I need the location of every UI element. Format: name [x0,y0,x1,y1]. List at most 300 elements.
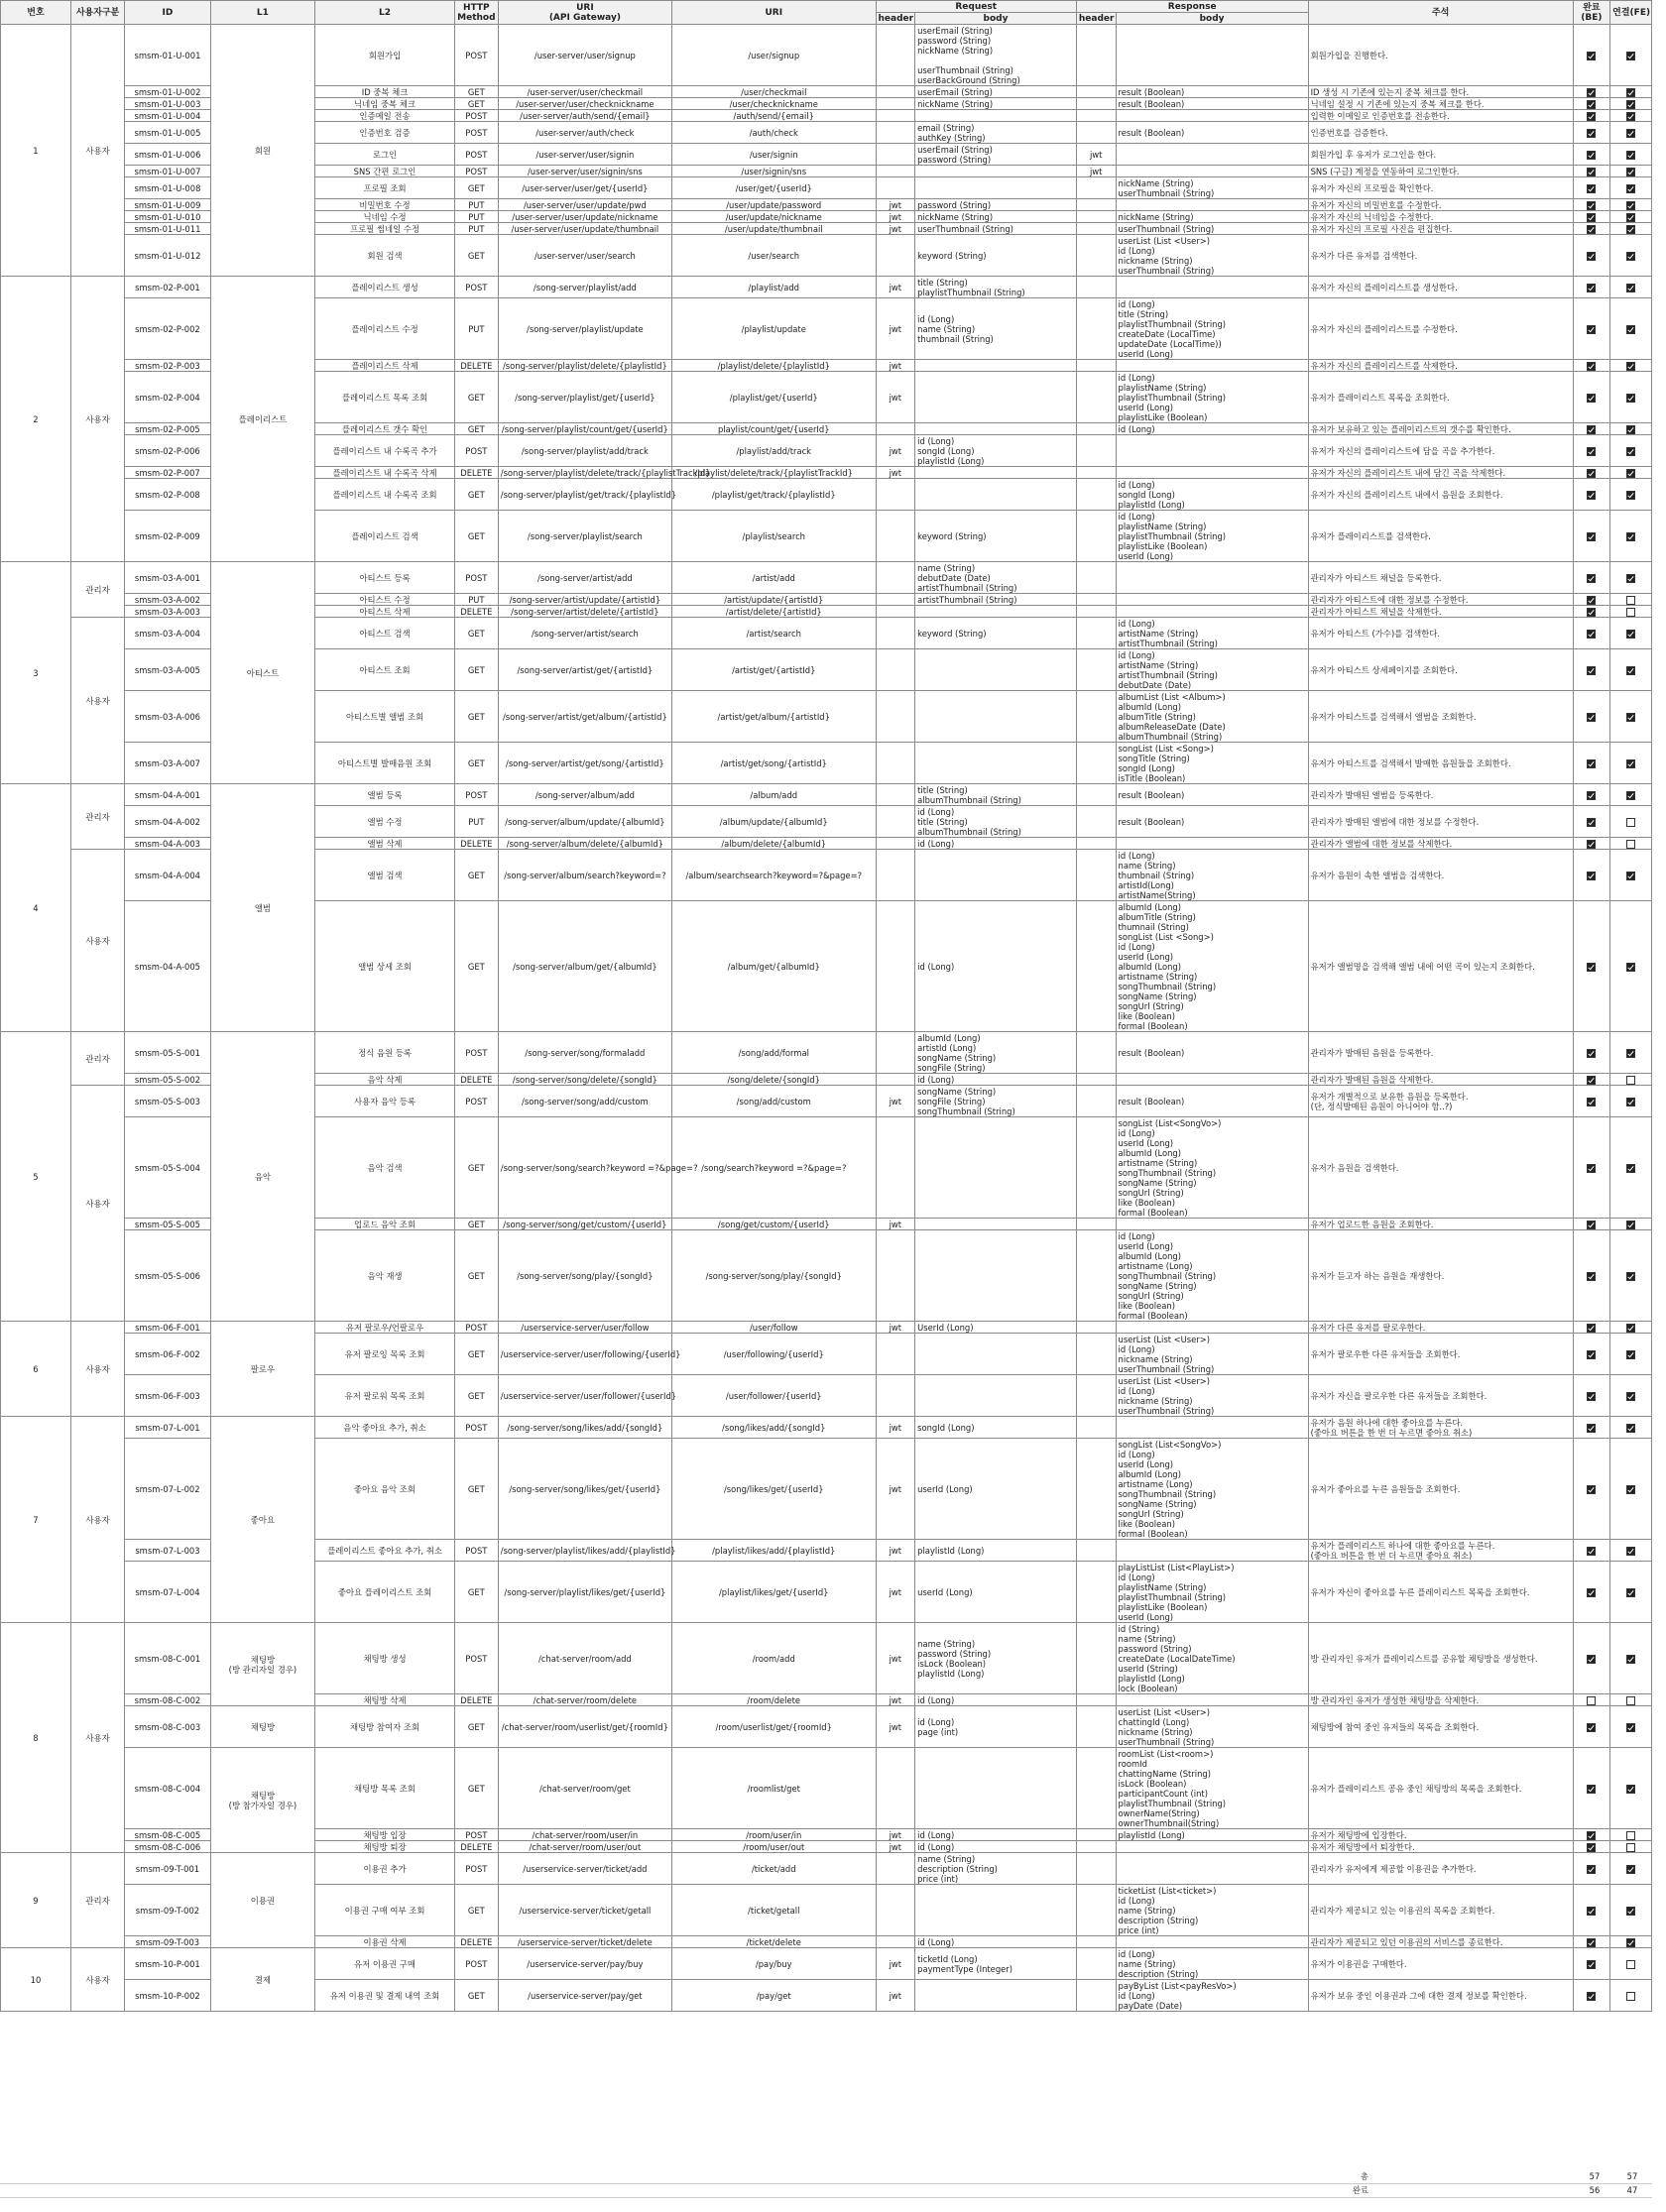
done-be-checkbox[interactable] [1587,1831,1596,1840]
done-be-checkbox[interactable] [1587,1907,1596,1916]
done-be-checkbox[interactable] [1587,608,1596,617]
done-be-checkbox[interactable] [1587,284,1596,292]
request-body [915,166,1077,177]
feature-l2: 유저 이용권 구매 [315,1948,455,1980]
response-header [1076,1829,1116,1841]
request-body [915,479,1077,511]
done-be-checkbox[interactable] [1587,1723,1596,1732]
done-be-checkbox-cell [1573,1706,1610,1748]
request-header [876,122,915,144]
uri-path: /ticket/delete [672,1936,877,1948]
done-be-checkbox[interactable] [1587,1076,1596,1085]
request-header [876,479,915,511]
link-fe-checkbox[interactable] [1626,491,1635,500]
done-be-checkbox-cell [1573,1230,1610,1322]
done-be-checkbox[interactable] [1587,713,1596,722]
response-body: result (Boolean) [1116,806,1308,838]
response-body: id (Long) artistName (String) artistThumbnail (String) [1116,618,1308,649]
link-fe-checkbox[interactable] [1626,1547,1635,1556]
done-be-checkbox[interactable] [1587,1324,1596,1333]
link-fe-checkbox[interactable] [1626,963,1635,972]
request-header [876,1074,915,1086]
link-fe-checkbox[interactable] [1626,1392,1635,1401]
api-id: smsm-02-P-009 [125,511,211,562]
link-fe-checkbox[interactable] [1626,184,1635,193]
link-fe-checkbox[interactable] [1626,1938,1635,1947]
link-fe-checkbox[interactable] [1626,759,1635,768]
request-header: jwt [876,1623,915,1694]
uri-path: /user/update/nickname [672,211,877,223]
request-body: password (String) [915,199,1077,211]
feature-l2: 플레이리스트 내 수록곡 삭제 [315,467,455,479]
link-fe-checkbox-cell [1610,1219,1652,1230]
done-be-checkbox[interactable] [1587,447,1596,456]
done-be-checkbox[interactable] [1587,129,1596,138]
link-fe-checkbox[interactable] [1626,100,1635,109]
done-be-checkbox[interactable] [1587,1485,1596,1494]
done-be-checkbox[interactable] [1587,394,1596,403]
done-be-checkbox[interactable] [1587,168,1596,176]
uri-path: /artist/add [672,562,877,594]
feature-l2: 이용권 구매 여부 조회 [315,1885,455,1936]
link-fe-checkbox[interactable] [1626,1831,1635,1840]
link-fe-checkbox[interactable] [1626,1907,1635,1916]
done-be-checkbox[interactable] [1587,1938,1596,1947]
row-number: 4 [1,784,71,1032]
link-fe-checkbox[interactable] [1626,630,1635,639]
link-fe-checkbox-cell [1610,594,1652,606]
done-be-checkbox[interactable] [1587,112,1596,121]
response-body [1116,360,1308,372]
request-body: id (Long) [915,1694,1077,1706]
link-fe-checkbox[interactable] [1626,1324,1635,1333]
done-be-checkbox[interactable] [1587,1865,1596,1874]
request-header: jwt [876,223,915,235]
link-fe-checkbox[interactable] [1626,1723,1635,1732]
uri-path: /user/update/password [672,199,877,211]
feature-l2: 인증번호 검증 [315,122,455,144]
link-fe-checkbox[interactable] [1626,1164,1635,1173]
done-be-checkbox[interactable] [1587,840,1596,849]
request-body: userEmail (String) password (String) [915,144,1077,166]
api-id: smsm-01-U-001 [125,25,211,86]
done-be-checkbox[interactable] [1587,596,1596,605]
uri-gateway: /song-server/song/likes/get/{userId} [498,1439,671,1540]
done-be-checkbox-cell [1573,1936,1610,1948]
done-be-checkbox[interactable] [1587,52,1596,60]
request-header [876,86,915,98]
uri-path: /artist/get/song/{artistId} [672,743,877,784]
row-number: 6 [1,1322,71,1417]
request-body: email (String) authKey (String) [915,122,1077,144]
note-text: 유저가 자신의 닉네임을 수정한다. [1308,211,1573,223]
uri-path: /album/update/{albumId} [672,806,877,838]
request-body [915,1219,1077,1230]
request-body: title (String) playlistThumbnail (String) [915,277,1077,298]
response-body [1116,435,1308,467]
request-header [876,235,915,277]
note-text: 닉네임 설정 시 기존에 있는지 중복 체크를 한다. [1308,98,1573,110]
link-fe-checkbox-cell [1610,511,1652,562]
uri-path: /playlist/likes/get/{userId} [672,1562,877,1623]
table-row [1,1948,1652,1980]
done-be-checkbox[interactable] [1587,100,1596,109]
done-be-checkbox[interactable] [1587,666,1596,675]
note-text: 유저가 개별적으로 보유한 음원을 등록한다. (단, 정식발매된 음원이 아니어야 함..?) [1308,1086,1573,1117]
link-fe-checkbox[interactable] [1626,574,1635,583]
note-text: 유저가 자신의 플레이리스트에 담을 곡을 추가한다. [1308,435,1573,467]
http-method: GET [454,618,498,649]
uri-gateway: /user-server/auth/check [498,122,671,144]
done-be-checkbox-cell [1573,1086,1610,1117]
link-fe-checkbox[interactable] [1626,425,1635,434]
request-header [876,511,915,562]
header-id: ID [125,1,211,25]
done-be-checkbox[interactable] [1587,1164,1596,1173]
link-fe-checkbox-cell [1610,144,1652,166]
request-body: albumId (Long) artistId (Long) songName (String) songFile (String) [915,1032,1077,1074]
api-id: smsm-04-A-001 [125,784,211,806]
http-method: PUT [454,199,498,211]
link-fe-checkbox[interactable] [1626,168,1635,176]
link-fe-checkbox[interactable] [1626,532,1635,541]
feature-l2: 채팅방 삭제 [315,1694,455,1706]
link-fe-checkbox-cell [1610,298,1652,360]
link-fe-checkbox[interactable] [1626,1485,1635,1494]
done-be-checkbox[interactable] [1587,1221,1596,1229]
note-text: 유저가 채팅방에 입장한다. [1308,1829,1573,1841]
uri-path: /artist/update/{artistId} [672,594,877,606]
http-method: POST [454,144,498,166]
response-header [1076,423,1116,435]
api-id: smsm-08-C-004 [125,1748,211,1829]
link-fe-checkbox[interactable] [1626,201,1635,210]
request-header: jwt [876,1540,915,1562]
uri-gateway: /userservice-server/ticket/add [498,1853,671,1885]
done-be-checkbox[interactable] [1587,362,1596,371]
uri-path: /user/get/{userId} [672,177,877,199]
feature-l2: 채팅방 생성 [315,1623,455,1694]
category-l1: 채팅방 (방 참가자일 경우) [210,1748,314,1853]
user-type: 사용자 [70,1623,124,1853]
done-be-checkbox-cell [1573,1980,1610,2012]
link-fe-checkbox[interactable] [1626,713,1635,722]
uri-path: /playlist/search [672,511,877,562]
uri-path: /user/follow [672,1322,877,1334]
category-l1: 음악 [210,1032,314,1322]
link-fe-checkbox[interactable] [1626,469,1635,478]
link-fe-checkbox[interactable] [1626,52,1635,60]
api-id: smsm-04-A-002 [125,806,211,838]
request-body: id (Long) title (String) albumThumbnail (String) [915,806,1077,838]
request-body: id (Long) [915,838,1077,850]
api-id: smsm-01-U-008 [125,177,211,199]
done-be-checkbox[interactable] [1587,201,1596,210]
uri-path: /artist/get/album/{artistId} [672,691,877,743]
feature-l2: 좋아요 음악 조회 [315,1439,455,1540]
http-method: GET [454,372,498,423]
http-method: POST [454,562,498,594]
link-fe-checkbox[interactable] [1626,1960,1635,1969]
done-be-checkbox[interactable] [1587,1960,1596,1969]
link-fe-checkbox-cell [1610,86,1652,98]
response-body: result (Boolean) [1116,86,1308,98]
link-fe-checkbox[interactable] [1626,88,1635,97]
api-id: smsm-08-C-003 [125,1706,211,1748]
request-body [915,1117,1077,1219]
uri-gateway: /song-server/playlist/likes/get/{userId} [498,1562,671,1623]
link-fe-checkbox[interactable] [1626,151,1635,160]
response-body: id (Long) songId (Long) playlistId (Long) [1116,479,1308,511]
feature-l2: 유저 팔로잉 목록 조회 [315,1334,455,1375]
request-header: jwt [876,1417,915,1439]
done-be-checkbox[interactable] [1587,872,1596,880]
link-fe-checkbox[interactable] [1626,1076,1635,1085]
link-fe-checkbox[interactable] [1626,1098,1635,1106]
done-be-checkbox[interactable] [1587,252,1596,261]
done-be-checkbox[interactable] [1587,1785,1596,1794]
response-header [1076,1980,1116,2012]
request-header [876,25,915,86]
link-fe-checkbox[interactable] [1626,1588,1635,1597]
note-text: 유저가 자신의 플레이리스트 내에서 음원을 조회한다. [1308,479,1573,511]
link-fe-checkbox[interactable] [1626,394,1635,403]
uri-gateway: /user-server/user/update/nickname [498,211,671,223]
done-be-checkbox[interactable] [1587,1843,1596,1852]
uri-gateway: /song-server/artist/get/song/{artistId} [498,743,671,784]
uri-path: /user/search [672,235,877,277]
uri-gateway: /user-server/user/update/pwd [498,199,671,211]
done-be-checkbox[interactable] [1587,325,1596,334]
http-method: DELETE [454,606,498,618]
uri-path: /playlist/add/track [672,435,877,467]
link-fe-checkbox[interactable] [1626,1843,1635,1852]
link-fe-checkbox[interactable] [1626,447,1635,456]
done-be-checkbox[interactable] [1587,1272,1596,1281]
done-be-checkbox[interactable] [1587,1424,1596,1433]
api-id: smsm-07-L-001 [125,1417,211,1439]
done-be-checkbox-cell [1573,1375,1610,1417]
request-body [915,177,1077,199]
link-fe-checkbox[interactable] [1626,1992,1635,2001]
http-method: POST [454,1623,498,1694]
feature-l2: 플레이리스트 검색 [315,511,455,562]
response-header [1076,25,1116,86]
done-be-checkbox[interactable] [1587,574,1596,583]
response-body: id (Long) name (String) thumbnail (String) artistId(Long) artistName(String) [1116,850,1308,901]
link-fe-checkbox-cell [1610,743,1652,784]
link-fe-checkbox[interactable] [1626,1350,1635,1359]
api-id: smsm-06-F-001 [125,1322,211,1334]
request-body: userId (Long) [915,1562,1077,1623]
response-header [1076,479,1116,511]
request-body: id (Long) [915,1841,1077,1853]
http-method: DELETE [454,1694,498,1706]
link-fe-checkbox[interactable] [1626,112,1635,121]
http-method: GET [454,1706,498,1748]
done-be-checkbox[interactable] [1587,425,1596,434]
http-method: POST [454,122,498,144]
response-body: roomList (List<room>) roomId chattingName (String) isLock (Boolean) participantCount (int) playlistThumbnail (String) ownerName(String) ownerThumbnail(String) [1116,1748,1308,1829]
done-be-checkbox[interactable] [1587,1098,1596,1106]
api-id: smsm-02-P-004 [125,372,211,423]
header-done-be: 완료 (BE) [1573,1,1610,25]
response-body [1116,1417,1308,1439]
uri-path: /playlist/delete/track/{playlistTrackId} [672,467,877,479]
link-fe-checkbox[interactable] [1626,1696,1635,1705]
request-body: UserId (Long) [915,1322,1077,1334]
http-method: DELETE [454,1841,498,1853]
request-header: jwt [876,1948,915,1980]
done-be-checkbox[interactable] [1587,1655,1596,1664]
done-be-checkbox-cell [1573,511,1610,562]
response-body [1116,1219,1308,1230]
feature-l2: 플레이리스트 내 수록곡 추가 [315,435,455,467]
response-header [1076,1322,1116,1334]
link-fe-checkbox-cell [1610,784,1652,806]
response-header [1076,223,1116,235]
done-be-checkbox[interactable] [1587,1588,1596,1597]
feature-l2: SNS 간편 로그인 [315,166,455,177]
link-fe-checkbox[interactable] [1626,666,1635,675]
note-text: 유저가 플레이리스트를 검색한다. [1308,511,1573,562]
link-fe-checkbox[interactable] [1626,608,1635,617]
link-fe-checkbox[interactable] [1626,325,1635,334]
api-id: smsm-06-F-002 [125,1334,211,1375]
response-header [1076,298,1116,360]
link-fe-checkbox[interactable] [1626,596,1635,605]
done-be-checkbox[interactable] [1587,491,1596,500]
uri-gateway: /chat-server/room/userlist/get/{roomId} [498,1706,671,1748]
response-body: id (Long) artistName (String) artistThumbnail (String) debutDate (Date) [1116,649,1308,691]
response-body: playlistId (Long) [1116,1829,1308,1841]
request-body: id (Long) [915,901,1077,1032]
done-be-checkbox-cell [1573,235,1610,277]
done-be-checkbox[interactable] [1587,791,1596,800]
link-fe-checkbox[interactable] [1626,129,1635,138]
summary-done-label: 완료 [0,2183,1577,2197]
note-text: 유저가 자신의 프로필을 확인한다. [1308,177,1573,199]
response-header [1076,606,1116,618]
link-fe-checkbox[interactable] [1626,1221,1635,1229]
row-number: 9 [1,1853,71,1948]
done-be-checkbox[interactable] [1587,1392,1596,1401]
done-be-checkbox[interactable] [1587,184,1596,193]
link-fe-checkbox[interactable] [1626,225,1635,234]
link-fe-checkbox-cell [1610,479,1652,511]
note-text: 관리자가 제공되고 있던 이용권의 서비스를 종료한다. [1308,1936,1573,1948]
done-be-checkbox-cell [1573,360,1610,372]
done-be-checkbox-cell [1573,594,1610,606]
link-fe-checkbox[interactable] [1626,840,1635,849]
response-body: nickName (String) userThumbnail (String) [1116,177,1308,199]
response-header [1076,1230,1116,1322]
response-header [1076,1086,1116,1117]
note-text: 유저가 다른 유저를 팔로우한다. [1308,1322,1573,1334]
link-fe-checkbox[interactable] [1626,1785,1635,1794]
request-header: jwt [876,1086,915,1117]
response-body: songList (List<SongVo>) id (Long) userId (Long) albumId (Long) artistname (Long) songThumbnail (String) songName (String) songUrl (String) like (Boolean) formal (Boolean) [1116,1439,1308,1540]
link-fe-checkbox[interactable] [1626,791,1635,800]
link-fe-checkbox[interactable] [1626,1865,1635,1874]
done-be-checkbox[interactable] [1587,1696,1596,1705]
done-be-checkbox-cell [1573,1885,1610,1936]
category-l1: 플레이리스트 [210,277,314,562]
done-be-checkbox[interactable] [1587,151,1596,160]
link-fe-checkbox-cell [1610,235,1652,277]
note-text: 방 관리자인 유저가 플레이리스트를 공유할 채팅방을 생성한다. [1308,1623,1573,1694]
feature-l2: 앨범 검색 [315,850,455,901]
done-be-checkbox[interactable] [1587,963,1596,972]
done-be-checkbox-cell [1573,122,1610,144]
done-be-checkbox[interactable] [1587,469,1596,478]
link-fe-checkbox-cell [1610,901,1652,1032]
request-body: playlistId (Long) [915,1540,1077,1562]
link-fe-checkbox-cell [1610,1417,1652,1439]
uri-gateway: /userservice-server/ticket/getall [498,1885,671,1936]
uri-gateway: /userservice-server/user/follow [498,1322,671,1334]
done-be-checkbox[interactable] [1587,630,1596,639]
link-fe-checkbox[interactable] [1626,1424,1635,1433]
link-fe-checkbox[interactable] [1626,1655,1635,1664]
feature-l2: 아티스트 검색 [315,618,455,649]
response-header [1076,372,1116,423]
done-be-checkbox[interactable] [1587,225,1596,234]
request-body: keyword (String) [915,618,1077,649]
uri-path: /user/follower/{userId} [672,1375,877,1417]
done-be-checkbox[interactable] [1587,88,1596,97]
done-be-checkbox-cell [1573,649,1610,691]
link-fe-checkbox[interactable] [1626,872,1635,880]
link-fe-checkbox[interactable] [1626,284,1635,292]
note-text: 유저가 다른 유저를 검색한다. [1308,235,1573,277]
header-request: Request [876,1,1076,13]
link-fe-checkbox-cell [1610,1694,1652,1706]
uri-gateway: /chat-server/room/delete [498,1694,671,1706]
response-header [1076,1334,1116,1375]
done-be-checkbox[interactable] [1587,759,1596,768]
link-fe-checkbox[interactable] [1626,362,1635,371]
link-fe-checkbox[interactable] [1626,213,1635,222]
done-be-checkbox[interactable] [1587,532,1596,541]
http-method: POST [454,1032,498,1074]
api-id: smsm-01-U-006 [125,144,211,166]
api-id: smsm-03-A-002 [125,594,211,606]
done-be-checkbox[interactable] [1587,1049,1596,1058]
link-fe-checkbox-cell [1610,1439,1652,1540]
response-body [1116,110,1308,122]
done-be-checkbox[interactable] [1587,1992,1596,2001]
request-header: jwt [876,1219,915,1230]
done-be-checkbox[interactable] [1587,1547,1596,1556]
request-header [876,1748,915,1829]
uri-path: /song/likes/get/{userId} [672,1439,877,1540]
uri-path: /playlist/delete/{playlistId} [672,360,877,372]
link-fe-checkbox[interactable] [1626,252,1635,261]
request-body [915,743,1077,784]
uri-gateway: /userservice-server/user/follower/{userId} [498,1375,671,1417]
link-fe-checkbox[interactable] [1626,818,1635,827]
response-header [1076,901,1116,1032]
done-be-checkbox[interactable] [1587,1350,1596,1359]
http-method: POST [454,784,498,806]
done-be-checkbox[interactable] [1587,213,1596,222]
note-text: 유저가 자신의 플레이리스트 내에 담긴 곡을 삭제한다. [1308,467,1573,479]
link-fe-checkbox[interactable] [1626,1272,1635,1281]
note-text: 유저가 자신이 좋아요를 누른 플레이리스트 목록을 조회한다. [1308,1562,1573,1623]
done-be-checkbox[interactable] [1587,818,1596,827]
link-fe-checkbox[interactable] [1626,1049,1635,1058]
